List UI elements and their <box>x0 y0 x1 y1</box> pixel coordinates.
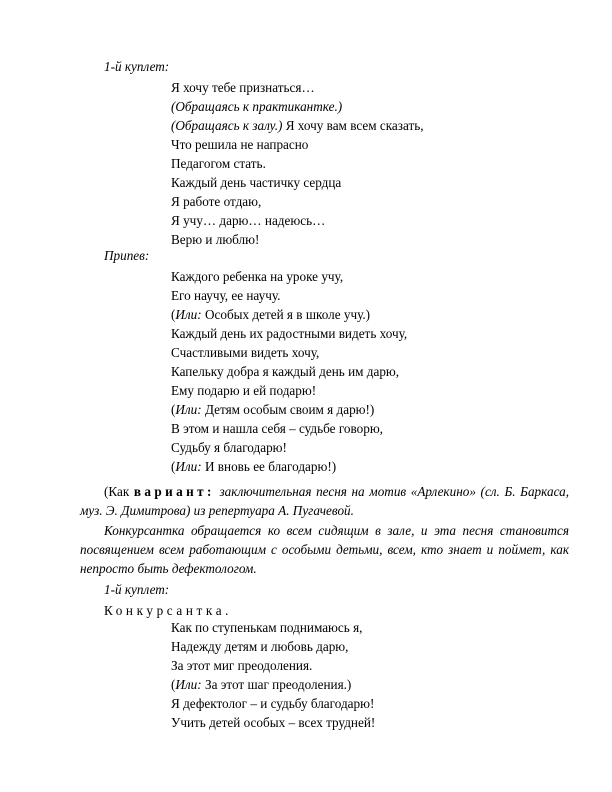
variant-open: (Как <box>104 484 134 499</box>
verse-line <box>171 364 399 380</box>
verse-line <box>171 421 383 437</box>
line-text: Как по ступенькам поднимаюсь я, <box>171 620 363 635</box>
verse-heading-2: 1-й куплет: <box>104 582 170 597</box>
verse-line <box>171 383 316 399</box>
line-text: Его научу, ее научу. <box>171 288 281 303</box>
line-text: Я учу… дарю… надеюсь… <box>171 213 326 228</box>
line-text: Я хочу тебе признаться… <box>171 80 315 95</box>
line-emphasis: Или: <box>175 402 202 417</box>
line-text: Детям особым своим я дарю!) <box>201 402 375 417</box>
verse-line <box>171 440 287 456</box>
verse-line <box>171 658 312 674</box>
verse-line <box>171 232 259 248</box>
verse-heading: 1-й куплет: <box>104 59 170 74</box>
line-text: В этом и нашла себя – судьбе говорю, <box>171 421 383 436</box>
verse-line <box>171 288 280 304</box>
verse-line <box>171 213 325 229</box>
verse-line <box>171 459 336 475</box>
line-text: Судьбу я благодарю! <box>171 440 287 455</box>
verse-line <box>171 307 370 323</box>
line-text: И вновь ее благодарю!) <box>201 459 337 474</box>
line-emphasis: (Обращаясь к залу.) <box>171 118 283 133</box>
speaker-label: Конкурсантка. <box>104 603 233 618</box>
line-text: Я работе отдаю, <box>171 194 262 209</box>
verse-line <box>171 345 319 361</box>
line-text: Верю и люблю! <box>171 232 260 247</box>
verse-line <box>171 118 424 134</box>
line-prefix: ( <box>171 677 176 692</box>
verse-line <box>171 677 351 693</box>
variant-word: вариант: <box>133 484 215 499</box>
verse-line <box>171 715 375 731</box>
line-text: Каждого ребенка на уроке учу, <box>171 269 344 284</box>
verse-line <box>171 696 374 712</box>
verse-line <box>171 269 343 285</box>
verse-line <box>171 402 374 418</box>
line-text: Счастливыми видеть хочу, <box>171 345 320 360</box>
line-text: За этот миг преодоления. <box>171 658 313 673</box>
verse-line <box>171 80 315 96</box>
line-text: Каждый день частичку сердца <box>171 175 342 190</box>
chorus-heading: Припев: <box>104 248 150 263</box>
line-text: Учить детей особых – всех трудней! <box>171 715 376 730</box>
line-prefix: ( <box>171 459 176 474</box>
line-prefix: ( <box>171 402 176 417</box>
verse-line <box>171 194 261 210</box>
variant-note <box>80 482 569 520</box>
line-prefix: ( <box>171 307 176 322</box>
line-text: Я дефектолог – и судьбу благодарю! <box>171 696 375 711</box>
line-text: Педагогом стать. <box>171 156 266 171</box>
line-text: Капельку добра я каждый день им дарю, <box>171 364 400 379</box>
verse-line <box>171 156 266 172</box>
verse-line <box>171 99 342 115</box>
line-text: Особых детей я в школе учу.) <box>201 307 371 322</box>
contestant-note: Конкурсантка обращается ко всем сидящим в зале, и эта песня становится посвящением всем работающим с особыми детьми, всем, кто знает и поймет, как непросто быть дефектологом. <box>80 523 569 576</box>
line-text: Каждый день их радостными видеть хочу, <box>171 326 408 341</box>
line-text: Надежду детям и любовь дарю, <box>171 639 349 654</box>
line-text: За этот шаг преодоления.) <box>201 677 352 692</box>
line-text: Ему подарю и ей подарю! <box>171 383 317 398</box>
line-emphasis: Или: <box>175 307 202 322</box>
verse-line <box>171 620 362 636</box>
line-text: Что решила не напрасно <box>171 137 309 152</box>
verse-line <box>171 326 407 342</box>
line-emphasis: (Обращаясь к практикантке.) <box>171 99 343 114</box>
line-emphasis: Или: <box>175 677 202 692</box>
verse-line <box>171 639 348 655</box>
line-emphasis: Или: <box>175 459 202 474</box>
verse-line <box>171 175 341 191</box>
line-text: Я хочу вам всем сказать, <box>282 118 424 133</box>
variant-rest: заключительная песня на мотив «Арлекино» (сл. Б. Баркаса, муз. Э. Димитрова) из репертуара А. Пугачевой. <box>80 484 569 518</box>
verse-line <box>171 137 308 153</box>
